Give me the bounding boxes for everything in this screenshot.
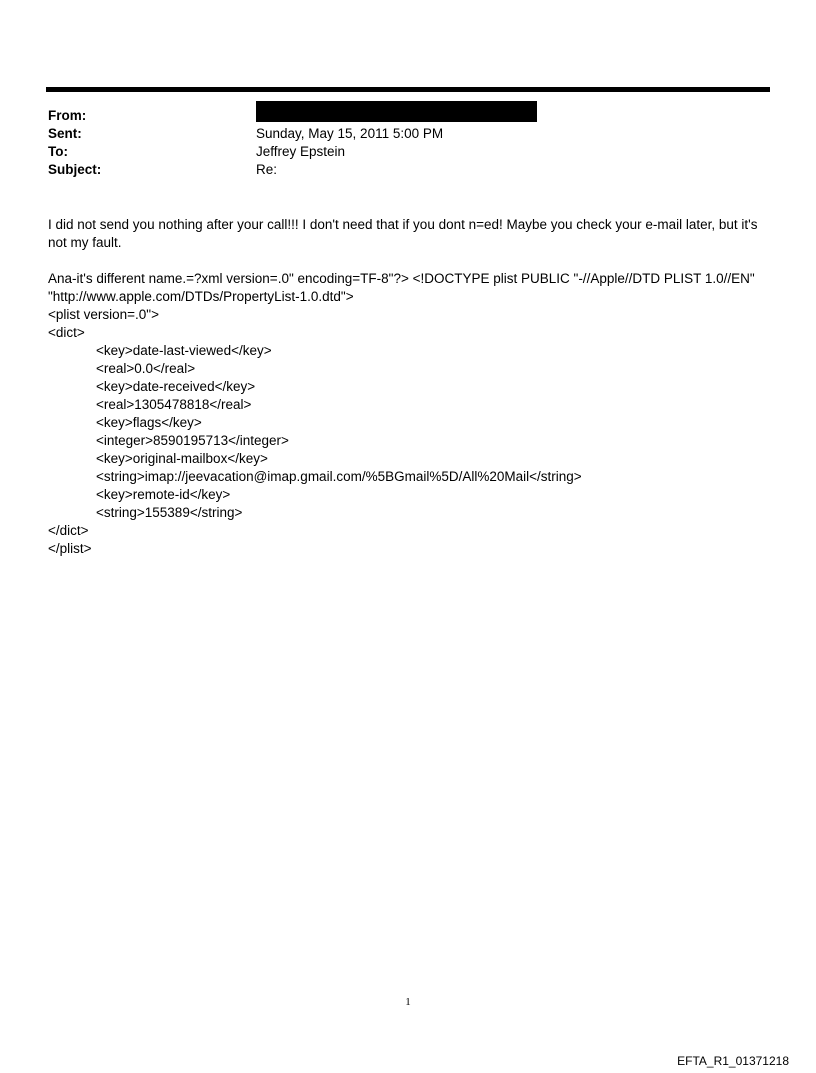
- body-line: <key>date-last-viewed</key>: [96, 343, 272, 358]
- subject-value: Re:: [256, 162, 278, 177]
- plist-block: [48, 270, 760, 558]
- body-line: <string>155389</string>: [96, 505, 243, 520]
- body-line: <integer>8590195713</integer>: [96, 433, 289, 448]
- body-line: Ana-it's different name.=?xml version=.0" encoding=TF-8"?> <!DOCTYPE plist PUBLIC "-//Apple//DTD PLIST 1.0//EN": [48, 271, 755, 286]
- body-line: </plist>: [48, 541, 92, 556]
- body-line: <key>original-mailbox</key>: [96, 451, 268, 466]
- from-label: From:: [48, 108, 87, 123]
- redaction-block: [256, 101, 537, 122]
- sent-value: Sunday, May 15, 2011 5:00 PM: [256, 126, 444, 141]
- body-line: <dict>: [48, 325, 85, 340]
- body-line: </dict>: [48, 523, 89, 538]
- subject-label: Subject:: [48, 162, 102, 177]
- body-line: <key>remote-id</key>: [96, 487, 231, 502]
- body-line: <real>1305478818</real>: [96, 397, 252, 412]
- page-number: 1: [405, 996, 411, 1008]
- body-line: "http://www.apple.com/DTDs/PropertyList-1.0.dtd">: [48, 289, 354, 304]
- body-line: <real>0.0</real>: [96, 361, 196, 376]
- to-value: Jeffrey Epstein: [256, 144, 346, 159]
- to-label: To:: [48, 144, 68, 159]
- body-line: <plist version=.0">: [48, 307, 159, 322]
- email-body: [48, 216, 760, 558]
- document-id: EFTA_R1_01371218: [677, 1054, 789, 1068]
- body-paragraph: I did not send you nothing after your call!!! I don't need that if you dont n=ed! Maybe you check your e-mail later, but it's not my fault.: [48, 217, 758, 250]
- body-line: <key>flags</key>: [96, 415, 202, 430]
- body-line: <key>date-received</key>: [96, 379, 256, 394]
- header-rule: [46, 87, 770, 92]
- body-line: <string>imap://jeevacation@imap.gmail.com/%5BGmail%5D/All%20Mail</string>: [96, 469, 582, 484]
- sent-label: Sent:: [48, 126, 82, 141]
